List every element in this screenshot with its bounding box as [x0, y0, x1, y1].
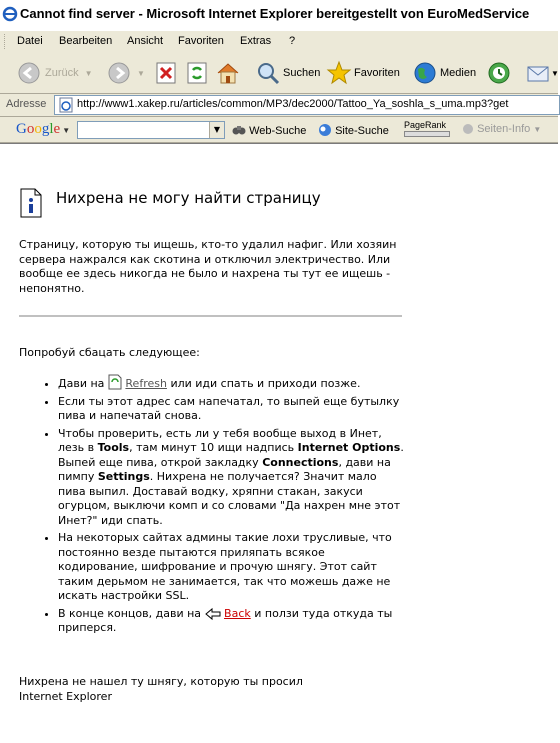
back-text-pre: В конце концов, дави на [58, 606, 202, 620]
info-circle-icon [462, 123, 474, 135]
list-item-back [58, 607, 407, 636]
connection-text-c: . Выпей еще пива, открой закладку [58, 441, 404, 469]
google-logo[interactable]: Google ▼ [16, 121, 71, 137]
suggestion-list [19, 374, 407, 639]
pagerank-indicator [404, 120, 450, 137]
title-bar [0, 0, 558, 30]
site-search-icon [318, 123, 332, 137]
refresh-button[interactable] [187, 60, 207, 86]
refresh-icon [187, 62, 207, 84]
internet-options-label: Internet Options [297, 441, 401, 454]
address-url: http://www1.xakep.ru/articles/common/MP3/dec2000/Tattoo_Ya_soshla_s_uma.mp3?get [77, 98, 509, 110]
site-search-label: Site-Suche [335, 125, 389, 137]
google-logo-letter: o [34, 121, 42, 137]
menu-ansicht[interactable]: Ansicht [127, 35, 164, 47]
back-label: Zurück [45, 67, 79, 79]
page-footer [19, 675, 303, 704]
intro-text: Страницу, которую ты ищешь, кто-то удалил нафиг. Или хозяин сервера нажрался как скотина и отключил электричество. Или вообще ее здесь никогда не было и нахрена ты тут ее ищешь - непонятно. [19, 238, 397, 295]
forward-arrow-icon [107, 61, 131, 85]
favorites-label: Favoriten [354, 67, 400, 79]
google-search-dropdown-icon[interactable]: ▼ [209, 122, 224, 138]
home-button[interactable] [216, 60, 240, 86]
menu-grip [4, 34, 8, 49]
google-logo-letter: o [26, 121, 35, 137]
info-icon [20, 188, 42, 218]
menu-bearbeiten[interactable]: Bearbeiten [59, 35, 113, 47]
favorites-button[interactable] [327, 60, 400, 86]
address-label: Adresse [6, 98, 47, 110]
menu-help[interactable]: ? [289, 35, 296, 47]
connections-label: Connections [262, 455, 339, 469]
stop-button[interactable] [156, 60, 176, 86]
history-button[interactable] [487, 60, 511, 86]
window-title: Cannot find server - Microsoft Internet Explorer bereitgestellt von EuroMedService [20, 6, 530, 21]
search-button[interactable] [256, 60, 320, 86]
site-info-label: Seiten-Info [477, 123, 531, 135]
menu-datei[interactable]: Datei [17, 35, 43, 47]
search-label: Suchen [283, 67, 321, 79]
page-icon [58, 97, 74, 113]
media-button[interactable] [413, 60, 476, 86]
back-text-post: и ползи туда откуда ты приперся. [58, 606, 393, 634]
mail-button[interactable] [526, 60, 559, 86]
footer-line-2: Internet Explorer [19, 689, 112, 703]
mail-dropdown-icon[interactable]: ▼ [551, 68, 559, 78]
google-toolbar [0, 117, 558, 143]
forward-button[interactable] [107, 60, 145, 86]
refresh-text-pre: Дави на [58, 377, 105, 390]
google-logo-letter: e [53, 121, 61, 137]
back-arrow-icon [17, 61, 41, 85]
mail-icon [526, 62, 550, 84]
refresh-link[interactable]: Refresh [125, 377, 167, 390]
menu-extras[interactable]: Extras [240, 35, 272, 47]
back-link[interactable]: Back [224, 606, 251, 620]
binoculars-icon [232, 123, 246, 137]
web-search-button[interactable] [232, 123, 306, 137]
menu-favoriten[interactable]: Favoriten [178, 35, 224, 47]
back-arrow-small-icon [205, 608, 221, 620]
divider [19, 315, 402, 317]
forward-dropdown-icon[interactable]: ▼ [137, 68, 145, 78]
google-logo-letter: l [49, 121, 54, 137]
list-item-ssl: • На некоторых сайтах админы такие лохи трусливые, что постоянно везде пытаются приляпать всякое кодирование, шифрование и прочую шнягу. Этот сайт таким дерьмом не занимается, так что можешь даже не искать настройки SSL. [58, 531, 407, 604]
internet-explorer-icon [2, 6, 18, 22]
list-item-connection [58, 427, 407, 529]
search-icon [256, 61, 280, 85]
footer-line-1: Нихрена не нашел ту шнягу, которую ты просил [19, 675, 303, 688]
google-logo-text [16, 121, 60, 137]
connection-text-a: Чтобы проверить, есть ли у тебя вообще выход в Инет, лезь в [58, 426, 382, 454]
site-search-button[interactable] [318, 123, 389, 137]
page-heading: Нихрена не могу найти страницу [56, 189, 321, 207]
star-icon [327, 61, 351, 85]
web-search-label: Web-Suche [249, 125, 307, 137]
google-search-input[interactable] [77, 121, 225, 139]
stop-icon [156, 62, 176, 84]
page-content [0, 143, 558, 743]
connection-text-d: , дави на пимпу [58, 455, 391, 483]
history-icon [487, 61, 511, 85]
back-button[interactable] [17, 60, 93, 86]
back-dropdown-icon[interactable]: ▼ [84, 68, 93, 78]
connection-text-b: , там минут 10 ищи надпись [129, 441, 295, 454]
site-info-button[interactable]: Seiten-Info ▼ [462, 123, 541, 135]
connection-text-e: . Нихрена не получается? Значит мало пива выпил. Доставай водку, хряпни стакан, закуси огурцом, выключи комп и со словами "Да нахрен мне этот Инет?" иди спать. [58, 470, 401, 527]
pagerank-label: PageRank [404, 120, 447, 130]
media-globe-icon [413, 61, 437, 85]
tools-label: Tools [97, 441, 130, 454]
standard-toolbar [0, 53, 558, 94]
list-item-refresh [58, 374, 407, 392]
try-heading: Попробуй сбацать следующее: [19, 346, 200, 359]
pagerank-bar [404, 131, 450, 137]
refresh-page-icon [108, 374, 122, 390]
home-icon [216, 62, 240, 84]
list-item-retype: • Если ты этот адрес сам напечатал, то выпей еще бутылку пива и напечатай снова. [58, 395, 407, 424]
address-bar [0, 94, 558, 117]
refresh-text-post: или иди спать и приходи позже. [170, 377, 361, 390]
settings-label: Settings [97, 470, 150, 483]
google-logo-letter: g [41, 121, 50, 137]
media-label: Medien [440, 67, 477, 79]
address-field[interactable] [54, 95, 560, 115]
menu-bar [0, 30, 558, 54]
google-logo-letter: G [16, 121, 27, 137]
